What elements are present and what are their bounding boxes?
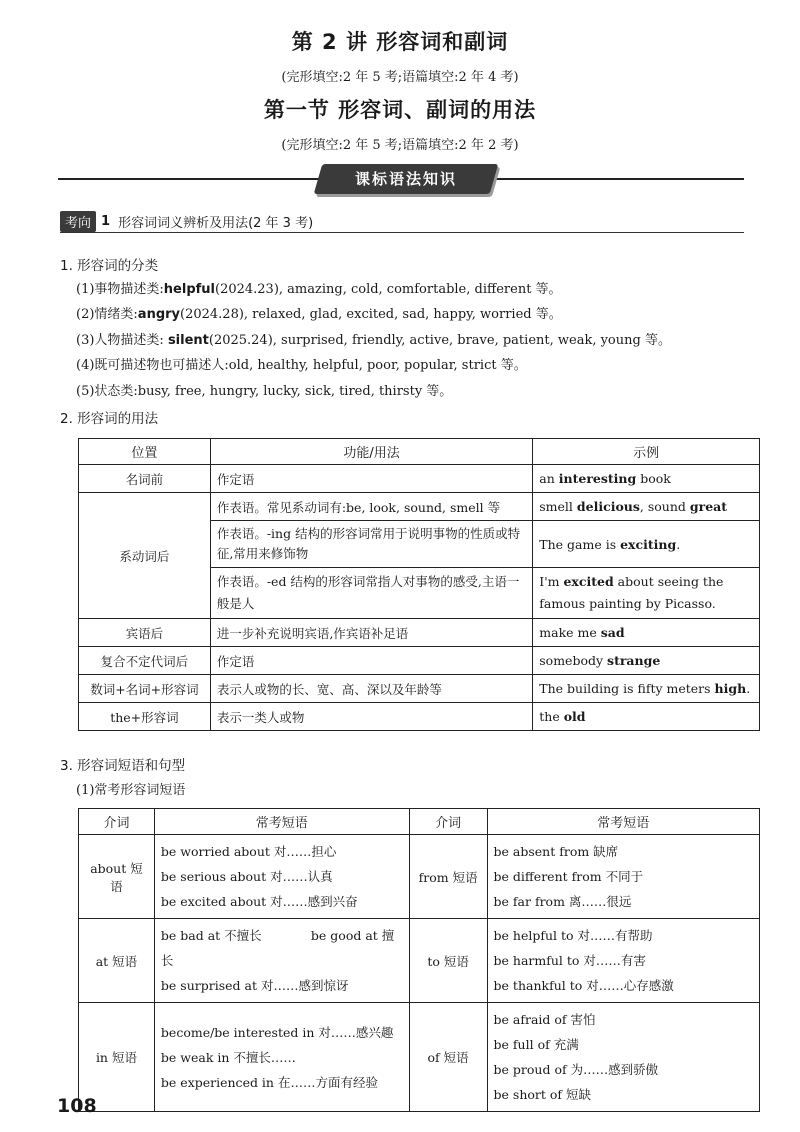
example-cell: I'm excited about seeing the famous painting by Picasso. — [533, 568, 760, 619]
column-header: 常考短语 — [154, 809, 409, 835]
column-header: 示例 — [533, 439, 760, 465]
table-header-row — [79, 439, 760, 465]
position-cell: 复合不定代词后 — [79, 647, 211, 675]
preposition-cell: in 短语 — [79, 1003, 155, 1112]
function-cell: 作表语。常见系动词有:be, look, sound, smell 等 — [210, 493, 532, 521]
phrase-list — [487, 1003, 759, 1112]
column-header: 功能/用法 — [210, 439, 532, 465]
table-row — [79, 647, 760, 675]
section2-heading: 2. 形容词的用法 — [60, 411, 159, 427]
preposition-cell: about 短语 — [79, 835, 155, 919]
table-row — [79, 675, 760, 703]
preposition-cell: to 短语 — [409, 919, 487, 1003]
phrase-item: be far from 离……很远 — [493, 894, 632, 909]
kaoxiang-text: 形容词词义辨析及用法(2 年 3 考) — [118, 215, 314, 231]
table-row — [79, 919, 760, 1003]
example-cell: make me sad — [533, 619, 760, 647]
phrase-item: be surprised at 对……感到惊讶 — [160, 978, 349, 993]
phrase-item: be experienced in 在……方面有经验 — [160, 1074, 378, 1090]
banner-rule-right — [492, 178, 744, 180]
lecture-subtitle: (完形填空:2 年 5 考;语篇填空:2 年 4 考) — [281, 70, 519, 85]
column-header: 介词 — [409, 809, 487, 835]
usage-table — [78, 438, 760, 731]
example-cell: somebody strange — [533, 647, 760, 675]
kaoxiang-underline — [60, 232, 744, 233]
position-cell: the+形容词 — [79, 703, 211, 731]
position-cell: 名词前 — [79, 465, 211, 493]
preposition-cell: of 短语 — [409, 1003, 487, 1112]
phrase-list — [154, 835, 409, 919]
function-cell: 作定语 — [210, 647, 532, 675]
section-title: 第一节 形容词、副词的用法 — [263, 98, 537, 122]
section3-subheading: (1)常考形容词短语 — [76, 783, 186, 798]
position-cell: 宾语后 — [79, 619, 211, 647]
banner-title: 课标语法知识 — [354, 170, 457, 188]
kaoxiang-number: 1 — [101, 213, 111, 229]
phrase-item: be proud of 为……感到骄傲 — [493, 1062, 659, 1077]
table-row — [79, 835, 760, 919]
example-cell: the old — [533, 703, 760, 731]
example-cell: The building is fifty meters high. — [533, 675, 760, 703]
column-header: 常考短语 — [487, 809, 759, 835]
phrase-item: be serious about 对……认真 — [160, 869, 333, 884]
classification-item: (4)既可描述物也可描述人:old, healthy, helpful, poor, popular, strict 等。 — [76, 358, 527, 373]
table-row — [79, 703, 760, 731]
phrase-table — [78, 808, 760, 1112]
phrase-item: be bad at 不擅长 be good at 擅长 — [160, 928, 395, 968]
phrase-item: be short of 短缺 — [493, 1087, 592, 1102]
phrase-item: be harmful to 对……有害 — [493, 953, 646, 968]
phrase-item: become/be interested in 对……感兴趣 — [160, 1024, 394, 1040]
phrase-item: be worried about 对……担心 — [160, 844, 337, 859]
example-cell: an interesting book — [533, 465, 760, 493]
section-subtitle: (完形填空:2 年 5 考;语篇填空:2 年 2 考) — [281, 138, 519, 153]
preposition-cell: at 短语 — [79, 919, 155, 1003]
position-cell: 数词+名词+形容词 — [79, 675, 211, 703]
phrase-list — [487, 835, 759, 919]
page-number: 108 — [57, 1095, 97, 1117]
phrase-item: be afraid of 害怕 — [493, 1012, 596, 1027]
classification-item: (2)情绪类:angry(2024.28), relaxed, glad, excited, sad, happy, worried 等。 — [76, 307, 562, 322]
phrase-item: be thankful to 对……心存感激 — [493, 978, 674, 993]
phrase-item: be helpful to 对……有帮助 — [493, 928, 653, 943]
phrase-list — [154, 1003, 409, 1112]
function-cell: 表示人或物的长、宽、高、深以及年龄等 — [210, 675, 532, 703]
phrase-list — [487, 919, 759, 1003]
table-row — [79, 619, 760, 647]
kaoxiang-heading — [60, 210, 313, 232]
phrase-item: be full of 充满 — [493, 1037, 579, 1052]
banner-rule-left — [58, 178, 320, 180]
position-cell: 系动词后 — [79, 493, 211, 619]
section3-heading: 3. 形容词短语和句型 — [60, 758, 186, 774]
phrase-item: be different from 不同于 — [493, 869, 644, 884]
function-cell: 作定语 — [210, 465, 532, 493]
table-row — [79, 1003, 760, 1112]
classification-item: (3)人物描述类: silent(2025.24), surprised, friendly, active, brave, patient, weak, young 等。 — [76, 333, 671, 348]
classification-item: (1)事物描述类:helpful(2024.23), amazing, cold, comfortable, different 等。 — [76, 282, 562, 297]
table-header-row — [79, 809, 760, 835]
function-cell: 作表语。-ed 结构的形容词常指人对事物的感受,主语一般是人 — [210, 568, 532, 619]
phrase-item: be weak in 不擅长…… — [160, 1049, 296, 1065]
table-row — [79, 465, 760, 493]
example-cell: smell delicious, sound great — [533, 493, 760, 521]
example-cell: The game is exciting. — [533, 521, 760, 568]
column-header: 介词 — [79, 809, 155, 835]
table-row — [79, 493, 760, 521]
phrase-list — [154, 919, 409, 1003]
function-cell: 进一步补充说明宾语,作宾语补足语 — [210, 619, 532, 647]
kaoxiang-tag: 考向 — [60, 211, 96, 232]
phrase-item: be excited about 对……感到兴奋 — [160, 894, 358, 909]
function-cell: 作表语。-ing 结构的形容词常用于说明事物的性质或特征,常用来修饰物 — [210, 521, 532, 568]
section1-heading: 1. 形容词的分类 — [60, 258, 159, 274]
column-header: 位置 — [79, 439, 211, 465]
lecture-title: 第 2 讲 形容词和副词 — [291, 30, 509, 54]
function-cell: 表示一类人或物 — [210, 703, 532, 731]
classification-item: (5)状态类:busy, free, hungry, lucky, sick, tired, thirsty 等。 — [76, 384, 453, 399]
phrase-item: be absent from 缺席 — [493, 844, 619, 859]
preposition-cell: from 短语 — [409, 835, 487, 919]
